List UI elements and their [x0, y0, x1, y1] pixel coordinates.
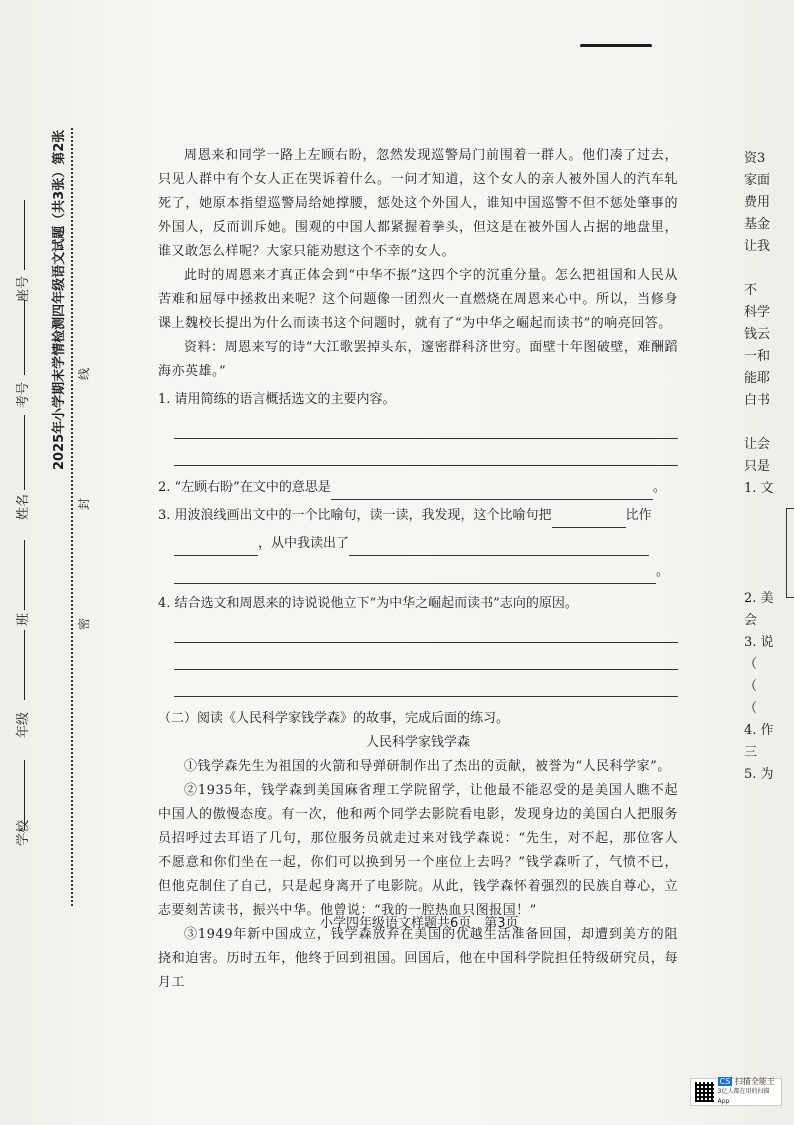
q4-answer-line-3[interactable]	[174, 676, 678, 697]
label-class: 班	[16, 612, 31, 626]
watermark-brand: 扫描全能王	[734, 1077, 775, 1086]
right-line: 一和	[744, 349, 771, 364]
passage1-para1: 周恩来和同学一路上左顾右盼，忽然发现巡警局门前围着一群人。他们凑了过去，只见人群中有个女人正在哭诉着什么。一问才知道，这个女人的亲人被外国人的汽车轧死了，她原本指望巡警局给她撑腰，惩处这个外国人，谁知中国巡警不但不惩处肇事的外国人，反而训斥她。围观的中国人都紧握着拳头，但这是在被外国人占据的地盘里，谁又敢怎么样呢？大家只能劝慰这个不幸的女人。	[158, 148, 678, 259]
right-line: 3. 说	[744, 635, 774, 650]
q1-answer-line-1[interactable]	[174, 418, 678, 439]
passage1-material: 资料：周恩来写的诗“大江歌罢掉头东，邃密群科济世穷。面壁十年图破壁，难酬蹈海亦英雄。”	[158, 340, 678, 379]
seal-xian: 线	[77, 367, 91, 380]
q4-answer-line-1[interactable]	[174, 622, 678, 643]
right-line: 白书	[744, 393, 771, 408]
seal-mi: 密	[77, 617, 91, 630]
label-grade: 年级	[16, 711, 31, 738]
q2-text: 2. “左顾右盼”在文中的意思是	[158, 480, 331, 495]
question-4: 4. 结合选文和周恩来的诗说说他立下“为中华之崛起而读书”志向的原因。	[158, 596, 578, 611]
grade-field	[24, 630, 25, 700]
right-line: 钱云	[744, 327, 771, 342]
label-exam-no: 考号	[16, 381, 31, 408]
story-title: 人民科学家钱学森	[365, 735, 470, 750]
question-3	[158, 504, 678, 528]
story-para2: ②1935年，钱学森到美国麻省理工学院留学，让他最不能忍受的是美国人瞧不起中国人的傲慢态度。有一次，他和两个同学去影院看电影，发现身边的美国白人把服务员招呼过去耳语了几句，那位服务员就走过来对钱学森说：“先生，对不起，那位客人不愿意和你们坐在一起，你们可以换到另一个座位上去吗？”钱学森听了，气愤不已，但他克制住了自己，只是起身离开了电影院。从此，钱学森怀着强烈的民族自尊心，立志要刻苦读书，振兴中华。他曾说：“我的一腔热血只图报国！”	[158, 783, 678, 918]
exam-no-field	[24, 300, 25, 375]
right-line: 家面	[744, 173, 771, 188]
label-seat-no: 座号	[16, 275, 31, 302]
q2-blank[interactable]	[331, 499, 653, 500]
seal-feng: 封	[77, 497, 91, 510]
watermark-text	[718, 1077, 777, 1107]
q3-blank-1[interactable]	[552, 527, 626, 528]
right-line: 让会	[744, 437, 771, 452]
q3-text-2: ，从中我读出了	[258, 536, 350, 551]
q3-blank-3[interactable]	[349, 555, 649, 556]
q3-text: 3. 用波浪线画出文中的一个比喻句，读一读，我发现，这个比喻句把	[158, 508, 552, 523]
q2-end: 。	[652, 480, 666, 495]
question-3-line	[174, 560, 678, 584]
right-line: 5. 为	[744, 767, 774, 782]
class-field	[24, 540, 25, 610]
right-line: 费用	[744, 195, 771, 210]
q3-end: 。	[656, 564, 670, 579]
binding-dotted-line	[71, 128, 73, 906]
watermark-sub: 3亿人都在用的扫描App	[717, 1088, 770, 1105]
top-mark	[580, 44, 652, 47]
question-1: 1. 请用简练的语言概括选文的主要内容。	[158, 392, 396, 407]
story-para3: ③1949年新中国成立，钱学森放弃在美国的优越生活准备回国，却遭到美方的阻挠和迫害。历时五年，他终于回到祖国。回国后，他在中国科学院担任特级研究员，每月工	[158, 927, 678, 990]
question-2	[158, 476, 678, 500]
right-line: 三	[744, 745, 758, 760]
qr-code-icon	[695, 1082, 714, 1102]
page-footer: 小学四年级语文样题共6页 第3页	[320, 916, 519, 931]
right-line: 4. 作	[744, 723, 774, 738]
right-line: 能耶	[744, 371, 771, 386]
right-answer-box	[786, 508, 794, 598]
cs-logo-icon: CS	[719, 1077, 731, 1086]
right-line: 资3	[744, 151, 766, 166]
section2-heading: （二）阅读《人民科学家钱学森》的故事，完成后面的练习。	[158, 711, 510, 726]
right-line: 会	[744, 613, 758, 628]
q4-answer-line-2[interactable]	[174, 649, 678, 670]
right-line: （	[744, 679, 758, 694]
scanner-watermark	[690, 1078, 782, 1106]
right-line: （	[744, 657, 758, 672]
right-line: 让我	[744, 239, 771, 254]
q3-blank-2[interactable]	[174, 555, 258, 556]
right-gap	[744, 258, 794, 280]
q1-answer-line-2[interactable]	[174, 445, 678, 466]
right-line: 2. 美	[744, 591, 774, 606]
right-line: 只是	[744, 459, 771, 474]
right-gap	[744, 412, 794, 434]
main-column	[158, 144, 678, 995]
seat-no-field	[24, 200, 25, 270]
right-line: 基金	[744, 217, 771, 232]
label-name: 姓名	[16, 493, 31, 520]
right-line: 科学	[744, 305, 771, 320]
q3-blank-4[interactable]	[174, 583, 656, 584]
passage1-para2: 此时的周恩来才真正体会到“中华不振”这四个字的沉重分量。怎么把祖国和人民从苦难和屈辱中拯救出来呢？这个问题像一团烈火一直燃烧在周恩来心中。所以，当修身课上魏校长提出为什么而读书这个问题时，就有了“为中华之崛起而读书”的响亮回答。	[158, 268, 678, 331]
right-line: 不	[744, 283, 758, 298]
binding-strip	[0, 0, 130, 1125]
right-line: （	[744, 701, 758, 716]
question-3-cont	[174, 532, 678, 556]
sheet-info: 2025年小学期末学情检测四年级语文试题（共3张）第2张	[52, 129, 67, 470]
school-field	[24, 760, 25, 830]
right-column	[744, 148, 794, 786]
q3-bizuo: 比作	[625, 508, 652, 523]
label-school: 学校	[16, 819, 31, 846]
name-field	[24, 415, 25, 490]
right-line: 1. 文	[744, 481, 774, 496]
story-para1: ①钱学森先生为祖国的火箭和导弹研制作出了杰出的贡献，被誉为“人民科学家”。	[184, 759, 671, 774]
